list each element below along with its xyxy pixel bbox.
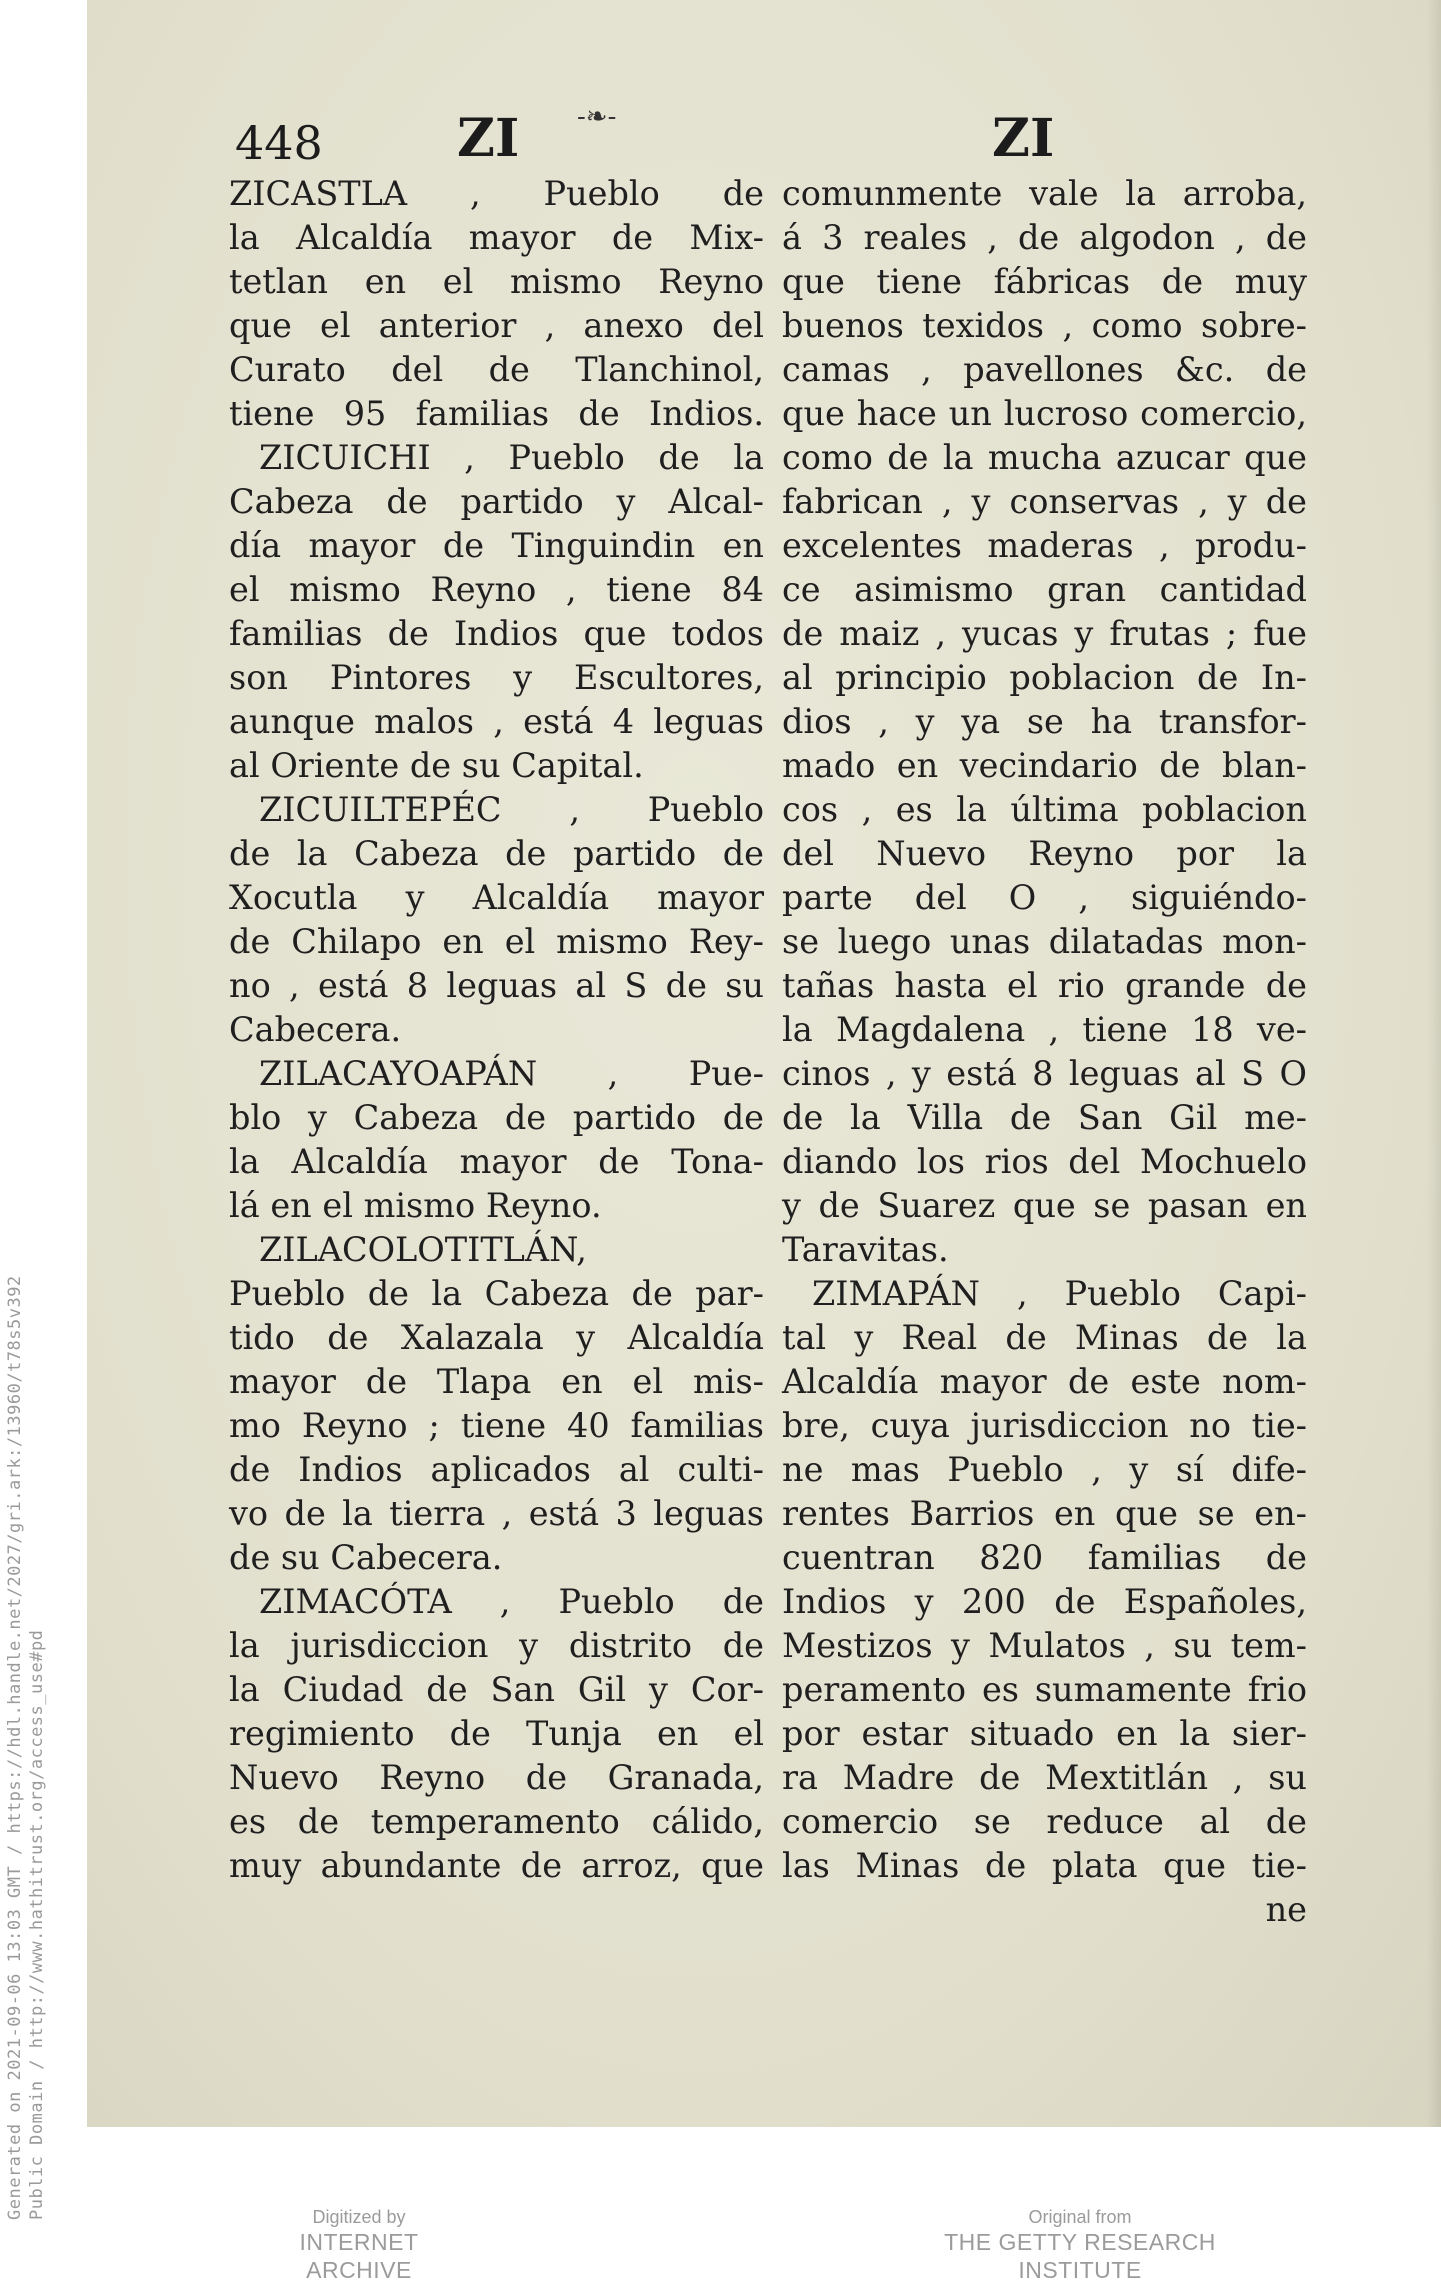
text-line: es de temperamento cálido, xyxy=(229,1802,764,1841)
text-line: Xocutla y Alcaldía mayor xyxy=(229,878,764,917)
page-number: 448 xyxy=(235,116,323,170)
text-line: día mayor de Tinguindin en xyxy=(229,526,764,565)
text-line: ne mas Pueblo , y sí dife- xyxy=(782,1450,1307,1489)
getty-institute-label: THE GETTY RESEARCH INSTITUTE xyxy=(944,2229,1216,2283)
text-line: el mismo Reyno , tiene 84 xyxy=(229,570,764,609)
text-line: blo y Cabeza de partido de xyxy=(229,1098,764,1137)
text-line: peramento es sumamente frio xyxy=(782,1670,1307,1709)
digitized-by-credit xyxy=(249,2206,469,2284)
text-line: dios , y ya se ha transfor- xyxy=(782,702,1307,741)
text-line: tido de Xalazala y Alcaldía xyxy=(229,1318,764,1357)
text-line: Nuevo Reyno de Granada, xyxy=(229,1758,764,1797)
stamp-line-generated: Generated on 2021-09-06 13:03 GMT / https://hdl.handle.net/2027/gri.ark:/13960/t78s5v392 xyxy=(5,1275,25,2220)
text-line: lá en el mismo Reyno. xyxy=(229,1186,602,1225)
entry-heading-line: ZIMAPÁN , Pueblo Capi- xyxy=(812,1274,1307,1313)
book-page xyxy=(87,0,1441,2127)
text-line: de su Cabecera. xyxy=(229,1538,503,1577)
text-line: rentes Barrios en que se en- xyxy=(782,1494,1307,1533)
entry-heading-line: ZIMACÓTA , Pueblo de xyxy=(259,1582,764,1621)
text-line: cuentran 820 familias de xyxy=(782,1538,1307,1577)
text-line: buenos texidos , como sobre- xyxy=(782,306,1307,345)
text-line: como de la mucha azucar que xyxy=(782,438,1307,477)
original-from-credit xyxy=(880,2206,1280,2284)
text-line: comercio se reduce al de xyxy=(782,1802,1307,1841)
text-line: cos , es la última poblacion xyxy=(782,790,1307,829)
text-line: comunmente vale la arroba, xyxy=(782,174,1307,213)
text-line: excelentes maderas , produ- xyxy=(782,526,1307,565)
text-line: no , está 8 leguas al S de su xyxy=(229,966,764,1005)
text-line: la Alcaldía mayor de Mix- xyxy=(229,218,764,257)
header-ornament: -❧- xyxy=(577,102,617,132)
text-line: muy abundante de arroz, que xyxy=(229,1846,764,1885)
text-line: de la Villa de San Gil me- xyxy=(782,1098,1307,1137)
text-line: mado en vecindario de blan- xyxy=(782,746,1307,785)
text-line: ra Madre de Mextitlán , su xyxy=(782,1758,1307,1797)
text-line: diando los rios del Mochuelo xyxy=(782,1142,1307,1181)
stamp-line-public-domain: Public Domain / http://www.hathitrust.org/access_use#pd xyxy=(27,1629,47,2220)
text-line: Alcaldía mayor de este nom- xyxy=(782,1362,1307,1401)
text-line: parte del O , siguiéndo- xyxy=(782,878,1307,917)
text-line: vo de la tierra , está 3 leguas xyxy=(229,1494,764,1533)
text-line: del Nuevo Reyno por la xyxy=(782,834,1307,873)
original-from-label: Original from xyxy=(1028,2207,1132,2227)
page-edge-shadow xyxy=(1427,0,1441,2127)
text-line: por estar situado en la sier- xyxy=(782,1714,1307,1753)
entry-heading-line: ZILACAYOAPÁN , Pue- xyxy=(259,1054,764,1093)
entry-heading-line: ZICUILTEPÉC , Pueblo xyxy=(259,790,764,829)
text-line: se luego unas dilatadas mon- xyxy=(782,922,1307,961)
digitized-by-label: Digitized by xyxy=(312,2207,406,2227)
text-line: Cabeza de partido y Alcal- xyxy=(229,482,764,521)
text-line: Mestizos y Mulatos , su tem- xyxy=(782,1626,1307,1665)
entry-heading-line: ZICUICHI , Pueblo de la xyxy=(259,438,764,477)
text-line: Curato del de Tlanchinol, xyxy=(229,350,764,389)
text-line: que el anterior , anexo del xyxy=(229,306,764,345)
text-line: Indios y 200 de Españoles, xyxy=(782,1582,1307,1621)
text-line: ZICASTLA , Pueblo de xyxy=(229,174,764,213)
text-line: tetlan en el mismo Reyno xyxy=(229,262,764,301)
text-line: que tiene fábricas de muy xyxy=(782,262,1307,301)
catchword: ne xyxy=(1265,1890,1307,1929)
text-line: la jurisdiccion y distrito de xyxy=(229,1626,764,1665)
text-line: que hace un lucroso comercio, xyxy=(782,394,1307,433)
text-line: regimiento de Tunja en el xyxy=(229,1714,764,1753)
internet-archive-label: INTERNET ARCHIVE xyxy=(299,2229,419,2283)
text-line: mo Reyno ; tiene 40 familias xyxy=(229,1406,764,1445)
text-line: la Alcaldía mayor de Tona- xyxy=(229,1142,764,1181)
text-line: al principio poblacion de In- xyxy=(782,658,1307,697)
text-line: la Magdalena , tiene 18 ve- xyxy=(782,1010,1307,1049)
text-line: al Oriente de su Capital. xyxy=(229,746,644,785)
text-line: cinos , y está 8 leguas al S O xyxy=(782,1054,1307,1093)
text-line: y de Suarez que se pasan en xyxy=(782,1186,1307,1225)
text-line: son Pintores y Escultores, xyxy=(229,658,764,697)
text-line: las Minas de plata que tie- xyxy=(782,1846,1307,1885)
text-line: camas , pavellones &c. de xyxy=(782,350,1307,389)
text-line: á 3 reales , de algodon , de xyxy=(782,218,1307,257)
entry-heading-line: ZILACOLOTITLÁN, xyxy=(259,1230,587,1269)
text-line: tal y Real de Minas de la xyxy=(782,1318,1307,1357)
running-head-right: ZI xyxy=(992,108,1055,169)
text-line: mayor de Tlapa en el mis- xyxy=(229,1362,764,1401)
text-line: de la Cabeza de partido de xyxy=(229,834,764,873)
left-text-column xyxy=(229,172,764,1888)
text-line: ce asimismo gran cantidad xyxy=(782,570,1307,609)
page-header xyxy=(87,102,1441,178)
right-text-column xyxy=(782,172,1307,1932)
text-line: la Ciudad de San Gil y Cor- xyxy=(229,1670,764,1709)
hathitrust-stamp xyxy=(4,1100,64,2220)
text-line: de maiz , yucas y frutas ; fue xyxy=(782,614,1307,653)
text-line: Taravitas. xyxy=(782,1230,949,1269)
text-line: Pueblo de la Cabeza de par- xyxy=(229,1274,764,1313)
text-line: de Chilapo en el mismo Rey- xyxy=(229,922,764,961)
text-line: familias de Indios que todos xyxy=(229,614,764,653)
running-head-left: ZI xyxy=(457,108,520,169)
text-line: fabrican , y conservas , y de xyxy=(782,482,1307,521)
text-line: tiene 95 familias de Indios. xyxy=(229,394,764,433)
text-line: Cabecera. xyxy=(229,1010,402,1049)
text-line: aunque malos , está 4 leguas xyxy=(229,702,764,741)
text-line: tañas hasta el rio grande de xyxy=(782,966,1307,1005)
text-line: de Indios aplicados al culti- xyxy=(229,1450,764,1489)
text-line: bre, cuya jurisdiccion no tie- xyxy=(782,1406,1307,1445)
